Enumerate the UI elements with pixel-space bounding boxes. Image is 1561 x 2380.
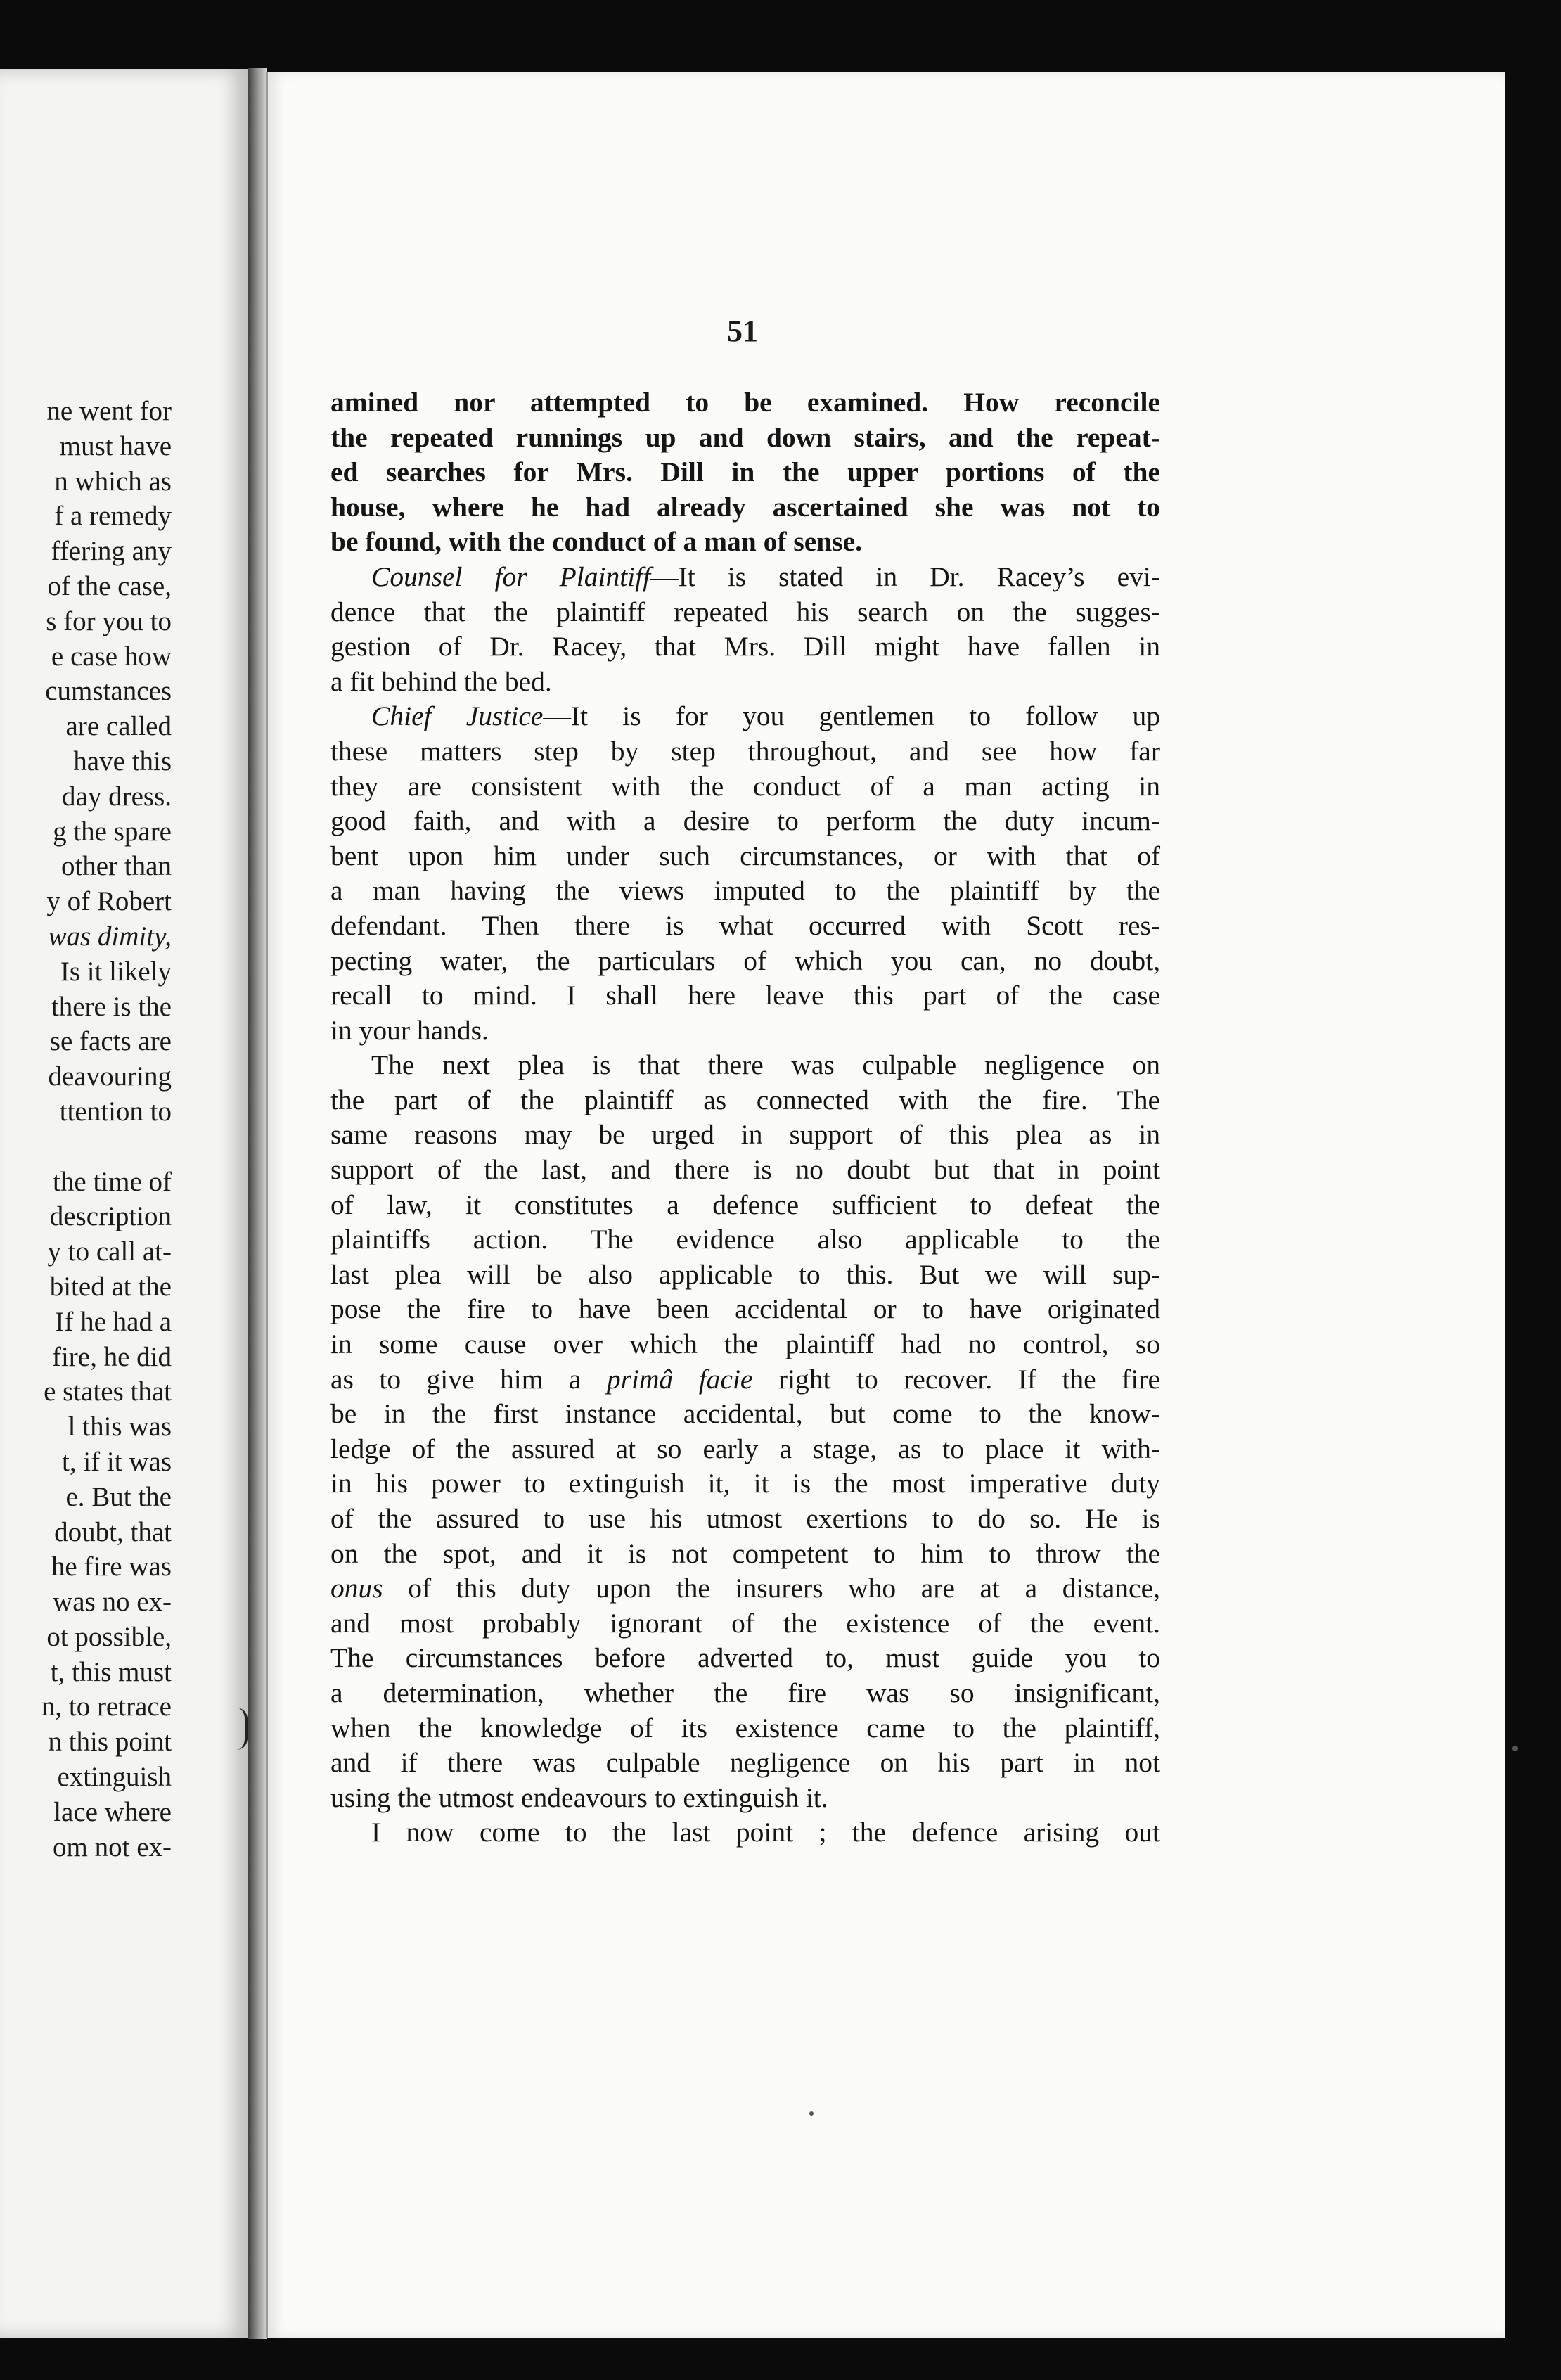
facing-line: day dress.: [62, 781, 172, 812]
text-line: Counsel for Plaintiff—It is stated in Dr. Racey’s evi-: [371, 561, 1160, 592]
facing-line: ffering any: [51, 536, 172, 567]
facing-line: was no ex-: [53, 1587, 172, 1618]
text-line: these matters step by step throughout, and see how far: [330, 735, 1160, 767]
facing-line: cumstances: [45, 676, 172, 707]
text-line: recall to mind. I shall here leave this part of the case: [330, 980, 1160, 1011]
text-line: good faith, and with a desire to perform the duty incum-: [330, 805, 1160, 837]
text-line: dence that the plaintiff repeated his search on the sugges-: [330, 596, 1160, 627]
page-edge-mark: [236, 1708, 248, 1750]
facing-line: ttention to: [59, 1096, 172, 1127]
facing-line: of the case,: [47, 570, 172, 601]
text-line: ledge of the assured at so early a stage, as to place it with-: [330, 1433, 1160, 1464]
facing-line: there is the: [51, 991, 172, 1022]
text-line: plaintiffs action. The evidence also applicable to the: [330, 1224, 1160, 1255]
text-line: be in the first instance accidental, but come to the know-: [330, 1398, 1160, 1430]
facing-line: bited at the: [49, 1271, 172, 1302]
page-number: 51: [727, 314, 758, 348]
facing-line: the time of: [53, 1166, 172, 1197]
facing-line: n which as: [54, 466, 172, 497]
facing-line: doubt, that: [54, 1516, 172, 1547]
facing-line: e states that: [44, 1376, 172, 1407]
text-line: a fit behind the bed.: [330, 665, 552, 697]
facing-line: extinguish: [57, 1762, 172, 1793]
text-line: pecting water, the particulars of which you can, no doubt,: [330, 945, 1160, 976]
text-line: a determination, whether the fire was so insignificant,: [330, 1677, 1160, 1708]
text-line: I now come to the last point ; the defence arising out: [371, 1817, 1160, 1848]
text-line: bent upon him under such circumstances, or with that of: [330, 840, 1160, 871]
text-line: of law, it constitutes a defence sufficient to defeat the: [330, 1189, 1160, 1220]
facing-line: must have: [59, 430, 172, 461]
facing-line: t, this must: [50, 1656, 172, 1687]
text-line: defendant. Then there is what occurred with Scott res-: [330, 909, 1160, 941]
facing-line: deavouring: [48, 1061, 172, 1092]
text-line: last plea will be also applicable to this. But we will sup-: [330, 1258, 1160, 1290]
facing-page: [0, 69, 248, 2338]
text-line: be found, with the conduct of a man of sense.: [330, 526, 863, 558]
text-line: the repeated runnings up and down stairs, and the repeat-: [330, 421, 1160, 453]
text-line: Chief Justice—It is for you gentlemen to follow up: [371, 700, 1161, 732]
text-line: a man having the views imputed to the plaintiff by the: [330, 875, 1160, 907]
text-line: The circumstances before adverted to, must guide you to: [330, 1642, 1160, 1674]
facing-line: se facts are: [49, 1026, 172, 1057]
facing-line: ne went for: [46, 396, 172, 426]
text-line: support of the last, and there is no doubt but that in point: [330, 1154, 1160, 1186]
text-line: onus of this duty upon the insurers who are at a distance,: [330, 1573, 1160, 1604]
facing-line: om not ex-: [53, 1831, 172, 1862]
book-gutter: [248, 68, 267, 2339]
text-line: using the utmost endeavours to extinguish it.: [330, 1781, 828, 1813]
text-line: amined nor attempted to be examined. How reconcile: [330, 387, 1160, 418]
facing-line: other than: [60, 851, 172, 882]
facing-line: f a remedy: [54, 501, 172, 532]
text-line: ed searches for Mrs. Dill in the upper portions of the: [330, 456, 1160, 488]
text-line: same reasons may be urged in support of this plea as in: [330, 1119, 1160, 1151]
facing-line: [41, 1130, 172, 1165]
text-line: as to give him a primâ facie right to recover. If the fire: [330, 1363, 1160, 1395]
facing-line: l this was: [68, 1412, 172, 1442]
facing-line: y of Robert: [46, 886, 172, 917]
text-line: on the spot, and it is not competent to him to throw the: [330, 1537, 1160, 1569]
text-line: The next plea is that there was culpable negligence on: [371, 1049, 1160, 1081]
facing-line: g the spare: [53, 816, 172, 847]
text-line: and most probably ignorant of the existence of the event.: [330, 1607, 1160, 1639]
page-body: [330, 385, 1160, 1850]
ink-speck: [1512, 1746, 1518, 1751]
facing-line: ot possible,: [46, 1621, 172, 1652]
facing-line: have this: [73, 746, 172, 776]
facing-line: n, to retrace: [41, 1691, 172, 1722]
facing-line: e case how: [51, 641, 172, 672]
facing-line: was dimity,: [48, 921, 172, 952]
facing-page-text: [41, 394, 172, 1864]
text-line: of the assured to use his utmost exertions to do so. He is: [330, 1503, 1160, 1534]
facing-line: s for you to: [46, 606, 172, 636]
facing-line: are called: [65, 711, 172, 742]
text-line: in his power to extinguish it, it is the most imperative duty: [330, 1468, 1160, 1499]
text-line: in your hands.: [330, 1014, 489, 1046]
ink-speck: [809, 2111, 814, 2116]
text-line: house, where he had already ascertained she was not to: [330, 491, 1160, 523]
facing-line: y to call at-: [47, 1236, 172, 1267]
facing-line: t, if it was: [62, 1446, 172, 1477]
facing-line: lace where: [53, 1796, 172, 1827]
text-line: and if there was culpable negligence on his part in not: [330, 1747, 1160, 1779]
text-line: they are consistent with the conduct of a man acting in: [330, 770, 1160, 802]
facing-line: e. But the: [65, 1481, 172, 1512]
facing-line: If he had a: [55, 1306, 172, 1337]
facing-line: Is it likely: [60, 956, 172, 987]
text-line: pose the fire to have been accidental or to have originated: [330, 1293, 1160, 1325]
text-line: in some cause over which the plaintiff had no control, so: [330, 1329, 1160, 1360]
facing-line: fire, he did: [51, 1341, 172, 1372]
text-line: gestion of Dr. Racey, that Mrs. Dill might have fallen in: [330, 631, 1160, 663]
facing-line: n this point: [48, 1727, 172, 1758]
facing-line: he fire was: [51, 1552, 172, 1582]
text-line: the part of the plaintiff as connected with the fire. The: [330, 1084, 1160, 1115]
text-line: when the knowledge of its existence came to the plaintiff,: [330, 1712, 1160, 1744]
facing-line: description: [49, 1201, 172, 1232]
